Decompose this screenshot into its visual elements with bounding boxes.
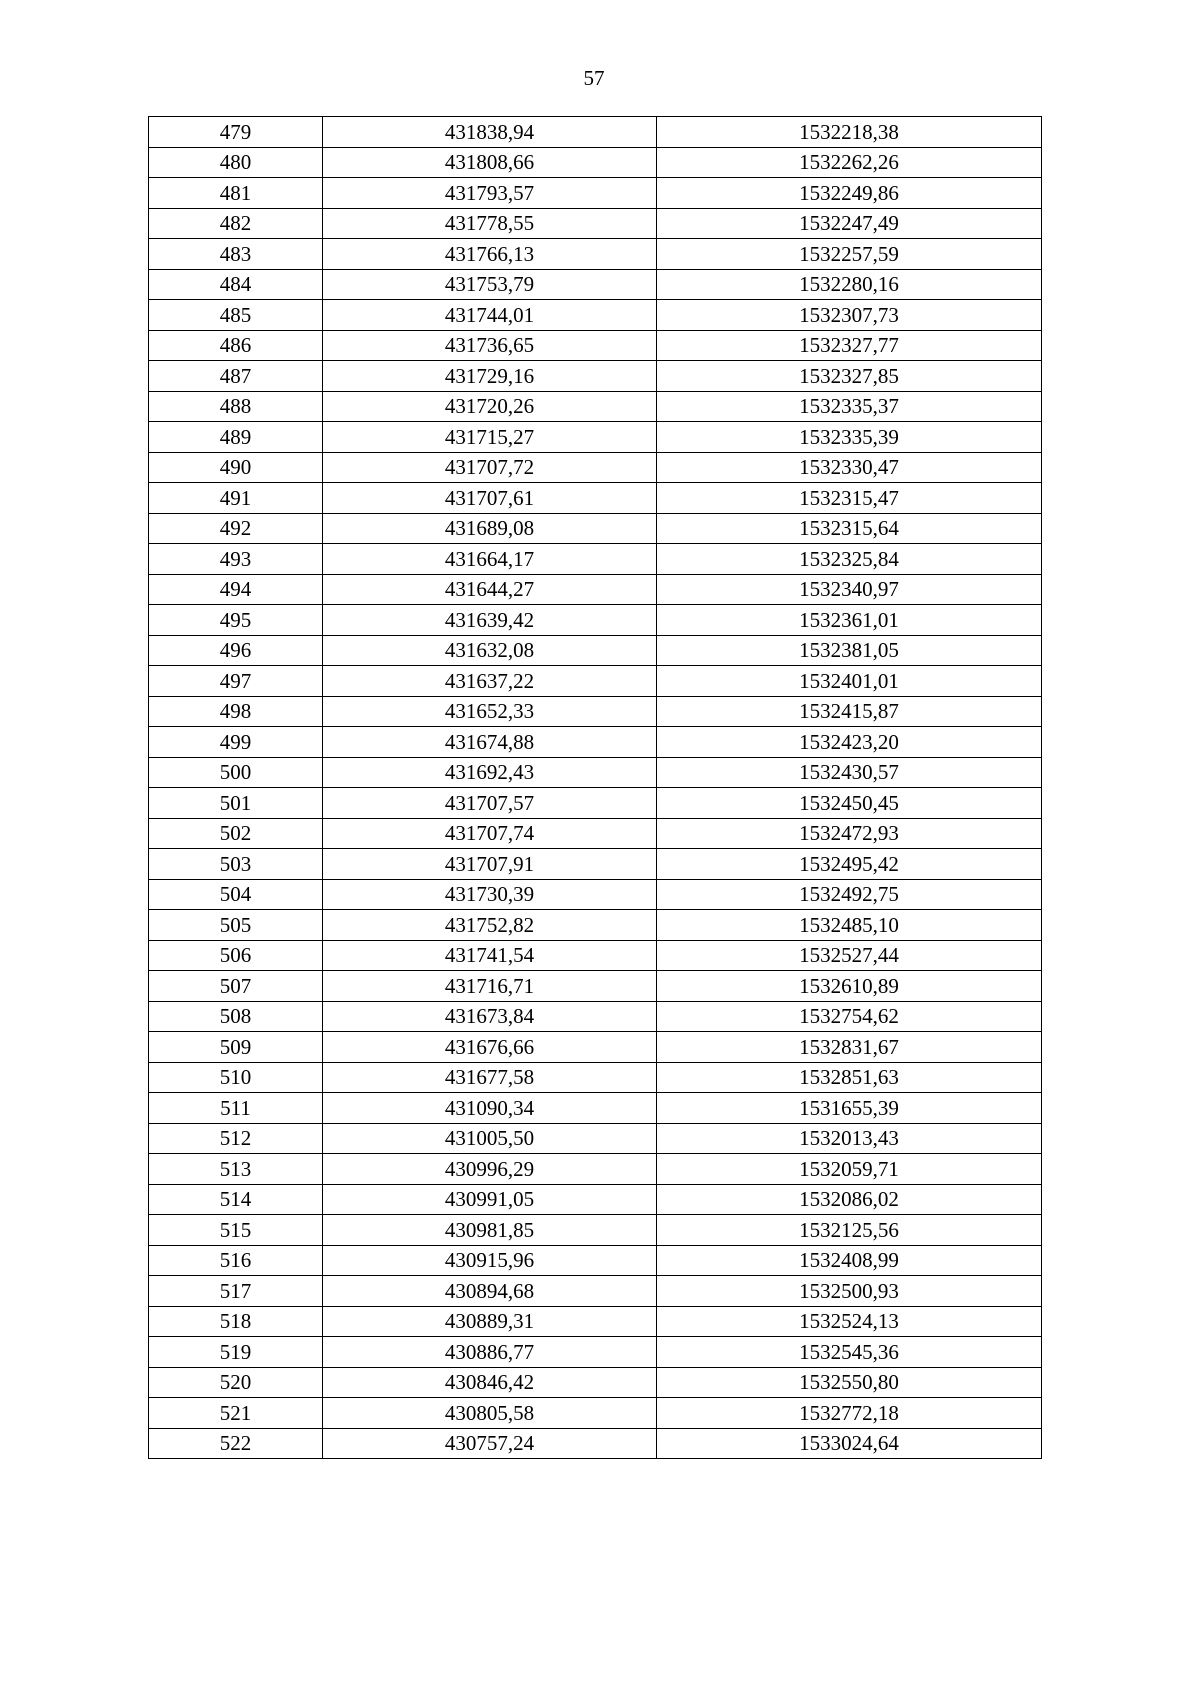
y-coordinate-cell: 1532327,77 xyxy=(657,330,1042,361)
y-coordinate-cell: 1532335,37 xyxy=(657,391,1042,422)
y-coordinate-cell: 1531655,39 xyxy=(657,1093,1042,1124)
x-coordinate-cell: 431730,39 xyxy=(323,879,657,910)
y-coordinate-cell: 1532262,26 xyxy=(657,147,1042,178)
table-row xyxy=(149,483,1042,514)
y-coordinate-cell: 1533024,64 xyxy=(657,1428,1042,1459)
table-row xyxy=(149,818,1042,849)
y-coordinate-cell: 1532485,10 xyxy=(657,910,1042,941)
y-coordinate-cell: 1532315,47 xyxy=(657,483,1042,514)
y-coordinate-cell: 1532527,44 xyxy=(657,940,1042,971)
table-row xyxy=(149,635,1042,666)
table-row xyxy=(149,1032,1042,1063)
table-row xyxy=(149,239,1042,270)
x-coordinate-cell: 431677,58 xyxy=(323,1062,657,1093)
point-number-cell: 488 xyxy=(149,391,323,422)
table-row xyxy=(149,147,1042,178)
table-row xyxy=(149,1245,1042,1276)
point-number-cell: 493 xyxy=(149,544,323,575)
x-coordinate-cell: 431005,50 xyxy=(323,1123,657,1154)
table-row xyxy=(149,666,1042,697)
table-row xyxy=(149,300,1042,331)
point-number-cell: 501 xyxy=(149,788,323,819)
point-number-cell: 480 xyxy=(149,147,323,178)
y-coordinate-cell: 1532831,67 xyxy=(657,1032,1042,1063)
point-number-cell: 482 xyxy=(149,208,323,239)
x-coordinate-cell: 431716,71 xyxy=(323,971,657,1002)
point-number-cell: 486 xyxy=(149,330,323,361)
point-number-cell: 516 xyxy=(149,1245,323,1276)
point-number-cell: 514 xyxy=(149,1184,323,1215)
x-coordinate-cell: 430886,77 xyxy=(323,1337,657,1368)
x-coordinate-cell: 431752,82 xyxy=(323,910,657,941)
table-row xyxy=(149,1276,1042,1307)
table-row xyxy=(149,1367,1042,1398)
x-coordinate-cell: 431673,84 xyxy=(323,1001,657,1032)
table-row xyxy=(149,544,1042,575)
point-number-cell: 508 xyxy=(149,1001,323,1032)
table-row xyxy=(149,1306,1042,1337)
x-coordinate-cell: 431707,91 xyxy=(323,849,657,880)
y-coordinate-cell: 1532500,93 xyxy=(657,1276,1042,1307)
x-coordinate-cell: 431674,88 xyxy=(323,727,657,758)
x-coordinate-cell: 431744,01 xyxy=(323,300,657,331)
y-coordinate-cell: 1532524,13 xyxy=(657,1306,1042,1337)
table-row xyxy=(149,605,1042,636)
table-row xyxy=(149,1062,1042,1093)
x-coordinate-cell: 430915,96 xyxy=(323,1245,657,1276)
x-coordinate-cell: 431778,55 xyxy=(323,208,657,239)
table-row xyxy=(149,422,1042,453)
table-row xyxy=(149,1093,1042,1124)
point-number-cell: 502 xyxy=(149,818,323,849)
x-coordinate-cell: 430894,68 xyxy=(323,1276,657,1307)
point-number-cell: 517 xyxy=(149,1276,323,1307)
x-coordinate-cell: 431652,33 xyxy=(323,696,657,727)
table-row xyxy=(149,269,1042,300)
y-coordinate-cell: 1532423,20 xyxy=(657,727,1042,758)
y-coordinate-cell: 1532125,56 xyxy=(657,1215,1042,1246)
y-coordinate-cell: 1532408,99 xyxy=(657,1245,1042,1276)
x-coordinate-cell: 431644,27 xyxy=(323,574,657,605)
y-coordinate-cell: 1532059,71 xyxy=(657,1154,1042,1185)
point-number-cell: 483 xyxy=(149,239,323,270)
table-row xyxy=(149,971,1042,1002)
x-coordinate-cell: 431637,22 xyxy=(323,666,657,697)
x-coordinate-cell: 431707,61 xyxy=(323,483,657,514)
y-coordinate-cell: 1532754,62 xyxy=(657,1001,1042,1032)
table-row xyxy=(149,1123,1042,1154)
x-coordinate-cell: 430805,58 xyxy=(323,1398,657,1429)
table-row xyxy=(149,1001,1042,1032)
table-row xyxy=(149,757,1042,788)
x-coordinate-cell: 431720,26 xyxy=(323,391,657,422)
y-coordinate-cell: 1532257,59 xyxy=(657,239,1042,270)
y-coordinate-cell: 1532340,97 xyxy=(657,574,1042,605)
point-number-cell: 489 xyxy=(149,422,323,453)
point-number-cell: 521 xyxy=(149,1398,323,1429)
point-number-cell: 500 xyxy=(149,757,323,788)
table-row xyxy=(149,513,1042,544)
y-coordinate-cell: 1532335,39 xyxy=(657,422,1042,453)
table-row xyxy=(149,940,1042,971)
point-number-cell: 497 xyxy=(149,666,323,697)
x-coordinate-cell: 431707,57 xyxy=(323,788,657,819)
table-row xyxy=(149,1398,1042,1429)
table-row xyxy=(149,1154,1042,1185)
point-number-cell: 485 xyxy=(149,300,323,331)
table-row xyxy=(149,208,1042,239)
y-coordinate-cell: 1532610,89 xyxy=(657,971,1042,1002)
table-row xyxy=(149,452,1042,483)
table-row xyxy=(149,879,1042,910)
point-number-cell: 509 xyxy=(149,1032,323,1063)
table-row xyxy=(149,696,1042,727)
table-row xyxy=(149,1337,1042,1368)
y-coordinate-cell: 1532450,45 xyxy=(657,788,1042,819)
x-coordinate-cell: 431692,43 xyxy=(323,757,657,788)
x-coordinate-cell: 431090,34 xyxy=(323,1093,657,1124)
point-number-cell: 495 xyxy=(149,605,323,636)
point-number-cell: 520 xyxy=(149,1367,323,1398)
y-coordinate-cell: 1532545,36 xyxy=(657,1337,1042,1368)
x-coordinate-cell: 430889,31 xyxy=(323,1306,657,1337)
point-number-cell: 487 xyxy=(149,361,323,392)
point-number-cell: 481 xyxy=(149,178,323,209)
x-coordinate-cell: 431632,08 xyxy=(323,635,657,666)
point-number-cell: 522 xyxy=(149,1428,323,1459)
point-number-cell: 512 xyxy=(149,1123,323,1154)
x-coordinate-cell: 431639,42 xyxy=(323,605,657,636)
point-number-cell: 498 xyxy=(149,696,323,727)
x-coordinate-cell: 431689,08 xyxy=(323,513,657,544)
x-coordinate-cell: 430991,05 xyxy=(323,1184,657,1215)
x-coordinate-cell: 430846,42 xyxy=(323,1367,657,1398)
point-number-cell: 505 xyxy=(149,910,323,941)
table-row xyxy=(149,910,1042,941)
x-coordinate-cell: 431707,74 xyxy=(323,818,657,849)
page-number: 57 xyxy=(583,66,605,90)
y-coordinate-cell: 1532772,18 xyxy=(657,1398,1042,1429)
y-coordinate-cell: 1532415,87 xyxy=(657,696,1042,727)
point-number-cell: 507 xyxy=(149,971,323,1002)
x-coordinate-cell: 431715,27 xyxy=(323,422,657,453)
y-coordinate-cell: 1532401,01 xyxy=(657,666,1042,697)
table-row xyxy=(149,849,1042,880)
table-row xyxy=(149,117,1042,148)
x-coordinate-cell: 431808,66 xyxy=(323,147,657,178)
point-number-cell: 503 xyxy=(149,849,323,880)
coordinates-table xyxy=(148,116,1042,1459)
point-number-cell: 513 xyxy=(149,1154,323,1185)
table-row xyxy=(149,361,1042,392)
x-coordinate-cell: 431676,66 xyxy=(323,1032,657,1063)
point-number-cell: 499 xyxy=(149,727,323,758)
y-coordinate-cell: 1532218,38 xyxy=(657,117,1042,148)
table-row xyxy=(149,178,1042,209)
x-coordinate-cell: 431753,79 xyxy=(323,269,657,300)
point-number-cell: 519 xyxy=(149,1337,323,1368)
table-row xyxy=(149,788,1042,819)
y-coordinate-cell: 1532381,05 xyxy=(657,635,1042,666)
x-coordinate-cell: 431707,72 xyxy=(323,452,657,483)
x-coordinate-cell: 431838,94 xyxy=(323,117,657,148)
y-coordinate-cell: 1532280,16 xyxy=(657,269,1042,300)
x-coordinate-cell: 430981,85 xyxy=(323,1215,657,1246)
y-coordinate-cell: 1532327,85 xyxy=(657,361,1042,392)
y-coordinate-cell: 1532086,02 xyxy=(657,1184,1042,1215)
point-number-cell: 484 xyxy=(149,269,323,300)
point-number-cell: 515 xyxy=(149,1215,323,1246)
table-row xyxy=(149,727,1042,758)
point-number-cell: 510 xyxy=(149,1062,323,1093)
point-number-cell: 496 xyxy=(149,635,323,666)
y-coordinate-cell: 1532550,80 xyxy=(657,1367,1042,1398)
y-coordinate-cell: 1532315,64 xyxy=(657,513,1042,544)
point-number-cell: 492 xyxy=(149,513,323,544)
x-coordinate-cell: 431793,57 xyxy=(323,178,657,209)
y-coordinate-cell: 1532492,75 xyxy=(657,879,1042,910)
y-coordinate-cell: 1532307,73 xyxy=(657,300,1042,331)
x-coordinate-cell: 431664,17 xyxy=(323,544,657,575)
x-coordinate-cell: 431741,54 xyxy=(323,940,657,971)
y-coordinate-cell: 1532325,84 xyxy=(657,544,1042,575)
y-coordinate-cell: 1532247,49 xyxy=(657,208,1042,239)
y-coordinate-cell: 1532361,01 xyxy=(657,605,1042,636)
y-coordinate-cell: 1532249,86 xyxy=(657,178,1042,209)
table-row xyxy=(149,1215,1042,1246)
y-coordinate-cell: 1532495,42 xyxy=(657,849,1042,880)
point-number-cell: 504 xyxy=(149,879,323,910)
x-coordinate-cell: 431729,16 xyxy=(323,361,657,392)
y-coordinate-cell: 1532330,47 xyxy=(657,452,1042,483)
point-number-cell: 511 xyxy=(149,1093,323,1124)
point-number-cell: 506 xyxy=(149,940,323,971)
point-number-cell: 491 xyxy=(149,483,323,514)
y-coordinate-cell: 1532430,57 xyxy=(657,757,1042,788)
coordinates-table-body xyxy=(149,117,1042,1459)
table-row xyxy=(149,574,1042,605)
point-number-cell: 490 xyxy=(149,452,323,483)
y-coordinate-cell: 1532472,93 xyxy=(657,818,1042,849)
table-row xyxy=(149,391,1042,422)
table-row xyxy=(149,1184,1042,1215)
y-coordinate-cell: 1532013,43 xyxy=(657,1123,1042,1154)
y-coordinate-cell: 1532851,63 xyxy=(657,1062,1042,1093)
x-coordinate-cell: 430757,24 xyxy=(323,1428,657,1459)
table-row xyxy=(149,1428,1042,1459)
x-coordinate-cell: 430996,29 xyxy=(323,1154,657,1185)
table-row xyxy=(149,330,1042,361)
point-number-cell: 479 xyxy=(149,117,323,148)
x-coordinate-cell: 431736,65 xyxy=(323,330,657,361)
point-number-cell: 518 xyxy=(149,1306,323,1337)
x-coordinate-cell: 431766,13 xyxy=(323,239,657,270)
point-number-cell: 494 xyxy=(149,574,323,605)
